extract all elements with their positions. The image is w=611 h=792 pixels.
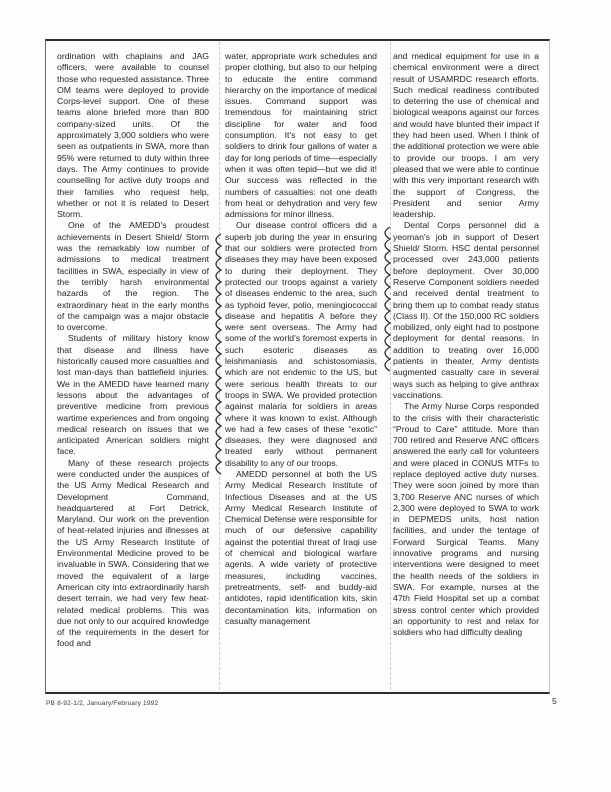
page-number: 5 xyxy=(552,696,557,706)
body-paragraph: One of the AMEDD's proudest achievements in Desert Shield/ Storm was the remarkably low number of admissions to medical treatment facilities in SWA, especially in view of the terribly harsh environmental hazards of the region. The extraordinary heat in the early months of the campaign was a major obstacle to overcome. xyxy=(57,220,209,333)
body-paragraph: The Army Nurse Corps responded to the crisis with their characteristic “Proud to Care” attitude. More than 700 retired and Reserve ANC officers answered the early call for volunteers and were placed in CONUS MTFs to replace deployed active duty nurses. They were soon joined by more than 3,700 Reserve ANC nurses of which 2,300 were deployed to SWA to work in DEPMEDS units, host nation facilities, and under the tentage of Forward Surgical Teams. Many innovative programs and nursing interventions were designed to meet the health needs of the soldiers in SWA. For example, nurses at the 47th Field Hospital set up a combat stress control center which provided an opportunity to rest and relax for soldiers who had difficulty dealing xyxy=(393,401,539,638)
article-text-frame xyxy=(45,39,550,694)
body-paragraph: Our disease control officers did a superb job during the year in ensuring that our soldiers were protected from diseases they may have been exposed to during their deployment. They protected our troops against a variety of diseases endemic to the area, such as typhoid fever, polio, meningiococcal disease and hepatitis A before they were sent overseas. The Army had some of the world's foremost experts in such esoteric diseases as leishmaniasis and schistosomiasis, which are not endemic to the US, but were serious health threats to our troops in SWA. We provided protection against malaria for soldiers in areas where it was known to exist. Although we had a few cases of these “exotic” diseases, they were diagnosed and treated early without permanent disability to any of our troops. xyxy=(225,220,377,468)
scan-artifact-squiggle-icon xyxy=(378,226,394,378)
body-paragraph: ordination with chaplains and JAG officers, were available to counsel those who requested assistance. Three OM teams were deployed to provide Corps-level support. One of these teams alone briefed more than 800 company-sized units. Of the approximately 3,000 soldiers who were seen as outpatients in SWA, more than 95% were returned to duty within three days. The Army continues to provide counselling for active duty troops and their families who request help, whether or not it is related to Desert Storm. xyxy=(57,51,209,220)
body-paragraph: Dental Corps personnel did a yeoman's job in support of Desert Shield/ Storm. HSC dental personnel processed over 243,000 patients before deployment. Over 30,000 Reserve Component soldiers needed and received dental treatment to bring them up to combat ready status (Class II). Of the 150,000 RC soldiers mobilized, only eight had to postpone deployment for dental reasons. In addition to treating over 16,000 patients in theater, Army dentists augmented casualty care in several ways such as helping to give anthrax vaccinations. xyxy=(393,220,539,400)
body-paragraph: water, appropriate work schedules and proper clothing, but also to our helping to educate the entire command hierarchy on the importance of medical issues. Command support was tremendous for maintaining strict discipline for water and food consumption. It's not easy to get soldiers to drink four gallons of water a day for long periods of time—especially when it was often tepid—but we did it! Our success was reflected in the numbers of casualties: not one death from heat or dehydration and very few admissions for minor illness. xyxy=(225,51,377,220)
body-paragraph: Many of these research projects were conducted under the auspices of the US Army Medical Research and Development Command, headquartered at Fort Detrick, Maryland. Our work on the prevention of heat-related injuries and illnesses at the US Army Research Institute of Environmental Medicine proved to be invaluable in SWA. Considering that we moved the equivalent of a large American city into extraordinarily harsh desert terrain, we had very few heat-related medical problems. This was due not only to our acquired knowledge of the requirements in the desert for food and xyxy=(57,457,209,649)
scan-artifact-squiggle-icon xyxy=(209,233,225,475)
body-paragraph: and medical equipment for use in a chemical environment were a direct result of USAMRDC research efforts. Such medical readiness contributed to deterring the use of chemical and biological weapons against our forces and would have blunted their impact if they had been used. When I think of the additional protection we were able to provide our troops. I am very pleased that we were able to continue with this very important research with the support of Congress, the President and senior Army leadership. xyxy=(393,51,539,220)
text-column-1 xyxy=(57,51,209,684)
footer-publication-info: PB 8-92-1/2, January/February 1992 xyxy=(46,700,159,707)
text-column-2 xyxy=(225,51,377,684)
body-paragraph: AMEDD personnel at both the US Army Medical Research Institute of Infectious Diseases and at the US Army Medical Research Institute of Chemical Defense were responsible for much of our defensive capability against the potential threat of Iraqi use of chemical and biological warfare agents. A wide variety of protective measures, including vaccines, pretreatments, self- and buddy-aid antidotes, rapid identification kits, skin decontamination kits, information on casualty management xyxy=(225,468,377,626)
body-paragraph: Students of military history know that disease and illness have historically caused more casualties and lost man-days than battlefield injuries. We in the AMEDD have learned many lessons about the advantages of preventive medicine from previous wartime experiences and from ongoing medical research on issues that we anticipated American soldiers might face. xyxy=(57,333,209,457)
text-column-3 xyxy=(393,51,539,684)
